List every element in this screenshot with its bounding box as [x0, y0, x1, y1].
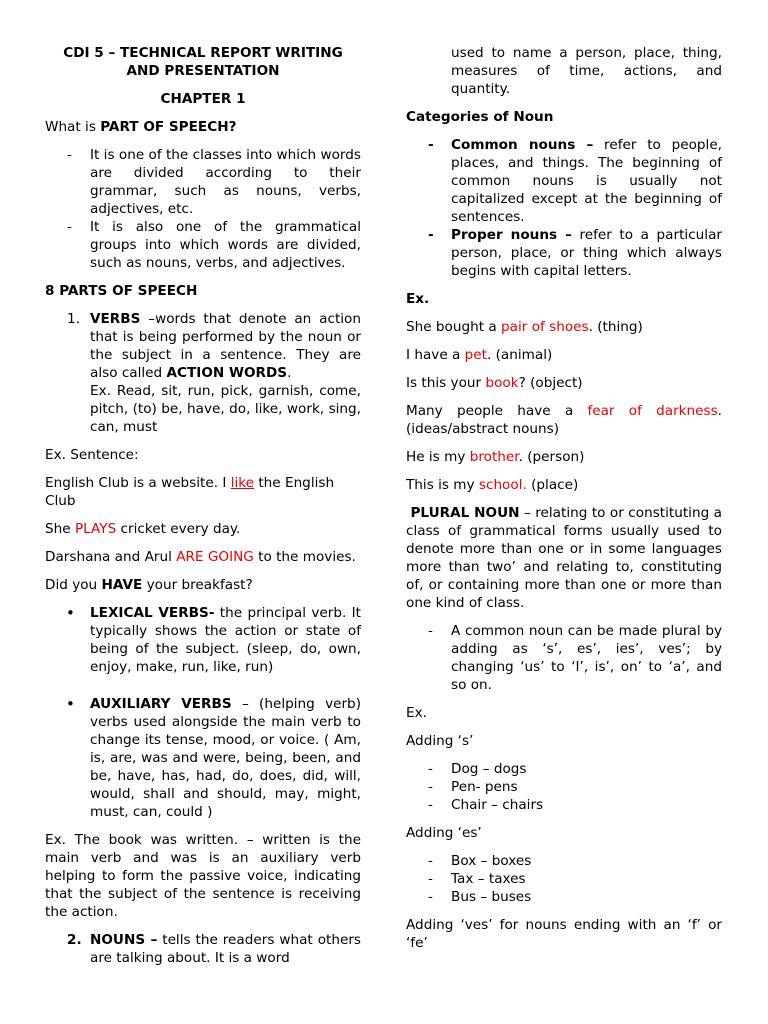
- verbs-item: 1. VERBS –words that denote an action that is being performed by the noun or the subject in a sentence. They are also called ACTION WORDS. Ex. Read, sit, run, pick, garnish, come, pitch, (to) be, have, do, like, work, sing, can, must: [67, 311, 361, 435]
- adding-s-list: [406, 760, 722, 814]
- auxiliary-verbs-item: • AUXILIARY VERBS – (helping verb) verbs used alongside the main verb to change its tense, mood, or voice. ( Am, is, are, was and were, being, been, and be, have, has, had, do, does, did, will, would, shall and should, may, might, must, can, could ): [66, 695, 361, 820]
- nouns-continuation: used to name a person, place, thing, measures of time, actions, and quantity.: [451, 45, 722, 97]
- list-item: - It is one of the classes into which words are divided according to their grammar, such as nouns, verbs, adjectives, etc.: [67, 147, 361, 217]
- list-item: - Pen- pens: [428, 779, 518, 795]
- list-item: - Common nouns – refer to people, places, and things. The beginning of common nouns is usually not capitalized except at the beginning of sentences.: [428, 137, 723, 225]
- list-item: - Proper nouns – refer to a particular person, place, or thing which always begins with capital letters.: [428, 227, 722, 279]
- part-of-speech-question: What is PART OF SPEECH?: [45, 119, 237, 135]
- categories-heading: Categories of Noun: [406, 109, 554, 125]
- course-title: CDI 5 – TECHNICAL REPORT WRITING AND PRESENTATION: [63, 45, 343, 79]
- examples-label: Ex.: [406, 705, 427, 721]
- example-sentence: I have a pet. (animal): [406, 347, 553, 363]
- list-item: - It is also one of the grammatical groups into which words are divided, such as nouns, verbs, and adjectives.: [67, 219, 361, 271]
- lexical-verbs-item: • LEXICAL VERBS- the principal verb. It typically shows the action or state of being of the subject. (sleep, do, own, enjoy, make, run, like, run): [66, 604, 361, 675]
- example-sentence: English Club is a website. I like the English Club: [45, 475, 335, 509]
- example-sentence: Many people have a fear of darkness. (ideas/abstract nouns): [406, 403, 722, 437]
- example-sentence-label: Ex. Sentence:: [45, 447, 139, 463]
- list-item: - A common noun can be made plural by adding as ‘s’, es’, ies’, ves’; by changing ‘us’ to ‘I’, is’, on’ to ‘a’, and so on.: [428, 623, 722, 693]
- example-sentence: Is this your book? (object): [406, 375, 583, 391]
- example-sentence: She PLAYS cricket every day.: [45, 521, 241, 537]
- list-item: - Tax – taxes: [428, 871, 526, 887]
- adding-es-list: [406, 852, 722, 906]
- noun-categories-list: [406, 136, 722, 280]
- list-item: - Chair – chairs: [428, 797, 544, 813]
- example-sentence: He is my brother. (person): [406, 449, 585, 465]
- examples-heading: Ex.: [406, 291, 430, 307]
- left-column: [45, 44, 361, 967]
- example-sentence: This is my school. (place): [406, 477, 579, 493]
- example-sentence: Did you HAVE your breakfast?: [45, 577, 253, 593]
- list-item: - Bus – buses: [428, 889, 532, 905]
- example-sentence: Darshana and Arul ARE GOING to the movies.: [45, 549, 356, 565]
- right-column: [406, 44, 722, 952]
- pos-definition-list: [45, 146, 361, 272]
- adding-es-label: Adding ‘es’: [406, 825, 482, 841]
- adding-s-label: Adding ‘s’: [406, 733, 474, 749]
- adding-ves-label: Adding ‘ves’ for nouns ending with an ‘f’ or ‘fe’: [406, 917, 722, 951]
- bullet-icon: •: [66, 604, 75, 622]
- bullet-icon: •: [66, 695, 75, 713]
- chapter-heading: CHAPTER 1: [160, 91, 246, 107]
- list-item: - Box – boxes: [428, 853, 532, 869]
- verbs-examples: Ex. Read, sit, run, pick, garnish, come, pitch, (to) be, have, do, like, work, sing, can, must: [90, 383, 361, 435]
- example-sentence: She bought a pair of shoes. (thing): [406, 319, 643, 335]
- list-item: - Dog – dogs: [428, 761, 527, 777]
- passive-voice-example: Ex. The book was written. – written is the main verb and was is an auxiliary verb helping to form the passive voice, indicating that the subject of the sentence is receiving the action.: [45, 832, 361, 920]
- plural-noun-definition: PLURAL NOUN – relating to or constituting a class of grammatical forms usually used to denote more than one or in some languages more than two’ and relating to, constituting of, or containing more than one or more than one kind of class.: [406, 505, 722, 611]
- nouns-item: 2. NOUNS – tells the readers what others are talking about. It is a word: [67, 932, 361, 966]
- parts-of-speech-heading: 8 PARTS OF SPEECH: [45, 283, 198, 299]
